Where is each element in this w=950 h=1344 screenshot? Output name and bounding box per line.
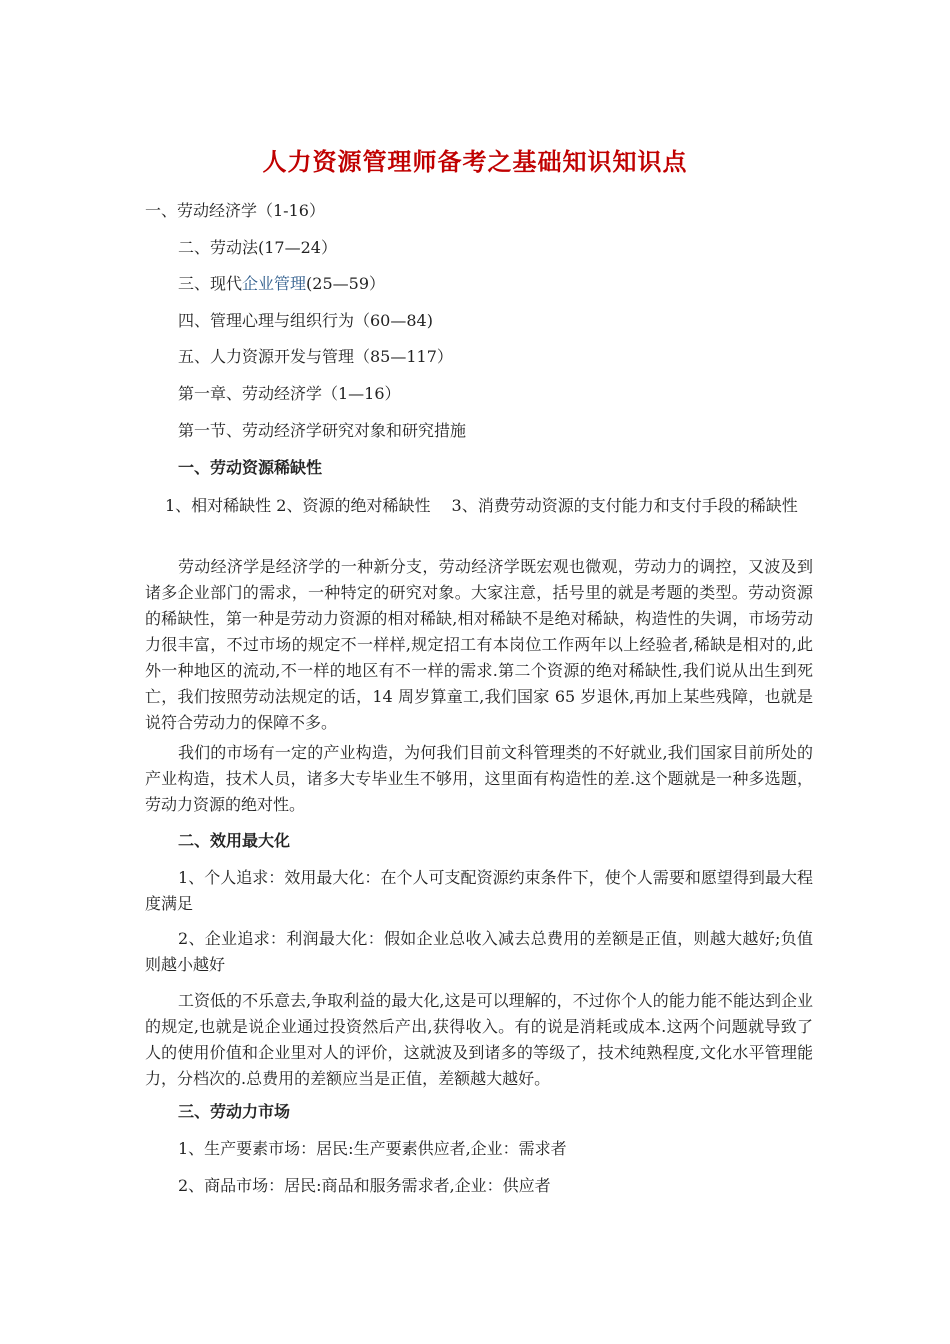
chapter-heading: 第一章、劳动经济学（1—16）	[178, 384, 401, 403]
toc-item-4: 四、管理心理与组织行为（60—84)	[178, 311, 433, 330]
section2-paragraph: 工资低的不乐意去,争取利益的最大化,这是可以理解的，不过你个人的能力能不能达到企业的规定,也就是说企业通过投资然后产出,获得收入。有的说是消耗或成本.这两个问题就导致了人的使用价值和企业里对人的评价，这就波及到诸多的等级了，技术纯熟程度,文化水平管理能力，分档次的.总费用的差额应当是正值，差额越大越好。	[145, 991, 813, 1088]
section1-paragraph-2: 我们的市场有一定的产业构造，为何我们目前文科管理类的不好就业,我们国家目前所处的产业构造，技术人员，诸多大专毕业生不够用，这里面有构造性的差.这个题就是一种多选题，劳动力资源的绝对性。	[145, 743, 813, 814]
toc-item-1: 一、劳动经济学（1-16）	[145, 201, 325, 220]
section3-item-1: 1、生产要素市场：居民:生产要素供应者,企业：需求者	[178, 1139, 567, 1158]
section3-heading: 三、劳动力市场	[178, 1102, 291, 1121]
section-heading: 第一节、劳动经济学研究对象和研究措施	[178, 421, 467, 440]
toc-item-3	[178, 272, 385, 296]
document-title: 人力资源管理师备考之基础知识知识点	[262, 147, 688, 176]
section3-item-2: 2、商品市场：居民:商品和服务需求者,企业：供应者	[178, 1176, 551, 1195]
section2-item-2: 2、企业追求：利润最大化：假如企业总收入减去总费用的差额是正值，则越大越好;负值则越小越好	[145, 929, 813, 974]
toc-item-3-prefix: 三、现代	[178, 274, 243, 293]
section1-heading: 一、劳动资源稀缺性	[178, 458, 323, 477]
section1-paragraph-1: 劳动经济学是经济学的一种新分支，劳动经济学既宏观也微观，劳动力的调控，又波及到诸多企业部门的需求，一种特定的研究对象。大家注意，括号里的就是考题的类型。劳动资源的稀缺性，第一种是劳动力资源的相对稀缺,相对稀缺不是绝对稀缺，构造性的失调，市场劳动力很丰富，不过市场的规定不一样样,规定招工有本岗位工作两年以上经验者,稀缺是相对的,此外一种地区的流动,不一样的地区有不一样的需求.第二个资源的绝对稀缺性,我们说从出生到死亡，我们按照劳动法规定的话，14 周岁算童工,我们国家 65 岁退休,再加上某些残障，也就是说符合劳动力的保障不多。	[145, 557, 813, 732]
toc-item-5: 五、人力资源开发与管理（85—117）	[178, 347, 453, 366]
toc-item-2: 二、劳动法(17—24）	[178, 238, 337, 257]
section2-item-1: 1、个人追求：效用最大化：在个人可支配资源约束条件下，使个人需要和愿望得到最大程度满足	[145, 868, 813, 913]
section2-heading: 二、效用最大化	[178, 831, 291, 850]
toc-item-3-range: (25—59）	[306, 274, 385, 293]
section1-list: 1、相对稀缺性 2、资源的绝对稀缺性 3、消费劳动资源的支付能力和支付手段的稀缺性	[165, 496, 798, 515]
enterprise-management-link[interactable]: 企业管理	[242, 274, 307, 293]
